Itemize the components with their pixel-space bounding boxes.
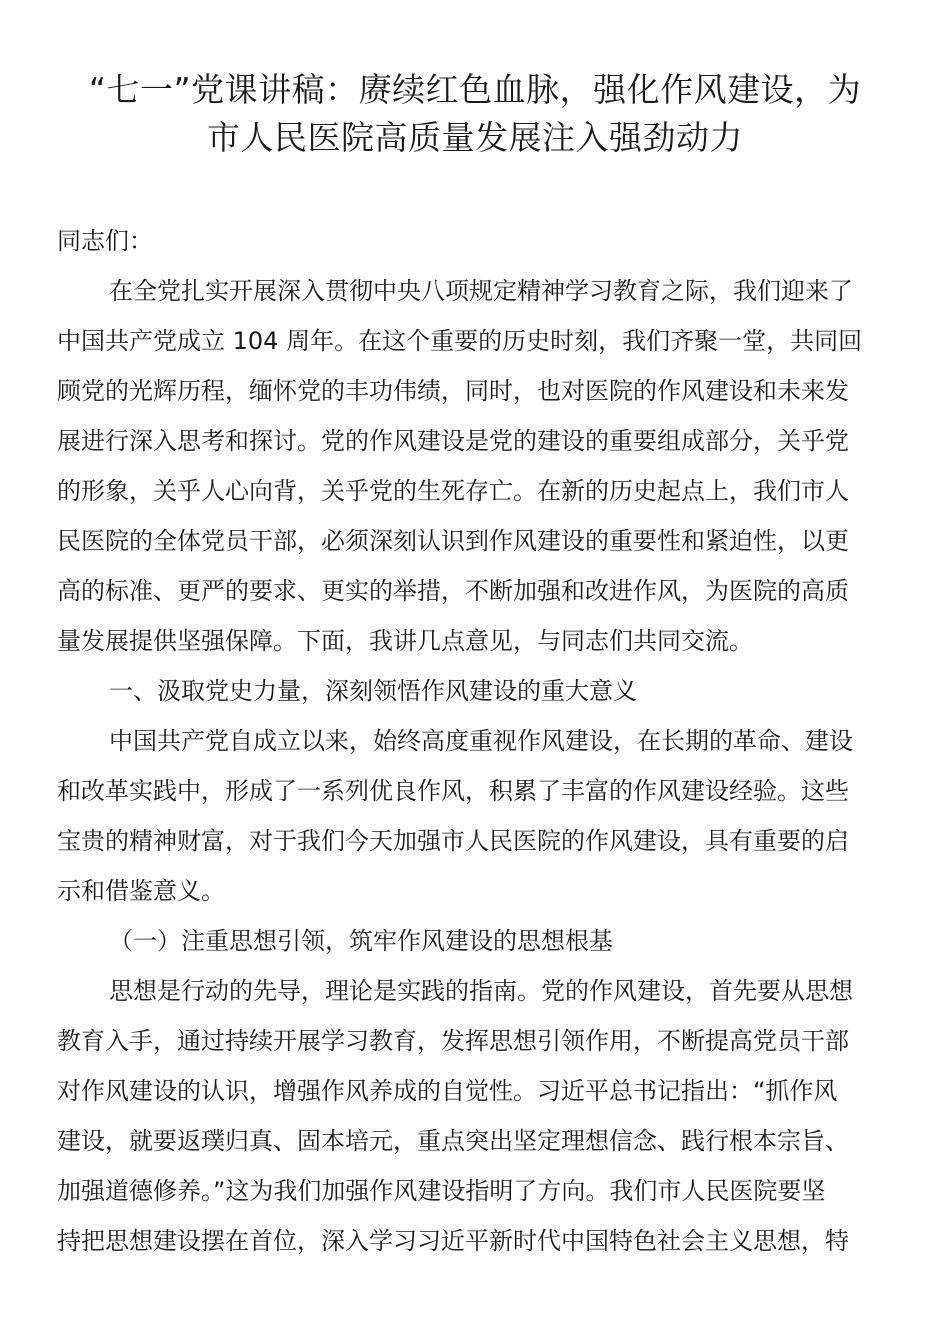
text-line: 展进行深入思考和探讨。党的作风建设是党的建设的重要组成部分，关乎党	[57, 427, 849, 455]
salutation: 同志们：	[57, 227, 153, 255]
text-line: 中国共产党成立 104 周年。在这个重要的历史时刻，我们齐聚一堂，共同回	[57, 327, 863, 355]
text-line: 加强道德修养。”这为我们加强作风建设指明了方向。我们市人民医院要坚	[57, 1177, 826, 1205]
text-line: 思想是行动的先导，理论是实践的指南。党的作风建设，首先要从思想	[109, 977, 853, 1005]
text-line: 和改革实践中，形成了一系列优良作风，积累了丰富的作风建设经验。这些	[57, 777, 849, 805]
title-line-1: “七一”党课讲稿：赓续红色血脉，强化作风建设，为	[88, 70, 862, 109]
text-line: 中国共产党自成立以来，始终高度重视作风建设，在长期的革命、建设	[109, 727, 853, 755]
text-line: 顾党的光辉历程，缅怀党的丰功伟绩，同时，也对医院的作风建设和未来发	[57, 377, 849, 405]
text-line: 量发展提供坚强保障。下面，我讲几点意见，与同志们共同交流。	[57, 627, 753, 655]
text-line: 持把思想建设摆在首位，深入学习习近平新时代中国特色社会主义思想，特	[57, 1227, 849, 1255]
text-line: 的形象，关乎人心向背，关乎党的生死存亡。在新的历史起点上，我们市人	[57, 477, 849, 505]
section-heading: 一、汲取党史力量，深刻领悟作风建设的重大意义	[109, 677, 637, 705]
text-line: 宝贵的精神财富，对于我们今天加强市人民医院的作风建设，具有重要的启	[57, 827, 849, 855]
text-line: 示和借鉴意义。	[57, 877, 225, 905]
text-line: 教育入手，通过持续开展学习教育，发挥思想引领作用，不断提高党员干部	[57, 1027, 849, 1055]
text-line: 高的标准、更严的要求、更实的举措，不断加强和改进作风，为医院的高质	[57, 577, 849, 605]
subsection-heading: （一）注重思想引领，筑牢作风建设的思想根基	[109, 927, 613, 955]
document-body	[57, 216, 887, 1266]
text-line: 民医院的全体党员干部，必须深刻认识到作风建设的重要性和紧迫性，以更	[57, 527, 849, 555]
title-line-2: 市人民医院高质量发展注入强劲动力	[207, 118, 743, 157]
document-title	[50, 66, 900, 162]
text-line: 对作风建设的认识，增强作风养成的自觉性。习近平总书记指出：“抓作风	[57, 1077, 838, 1105]
text-line: 建设，就要返璞归真、固本培元，重点突出坚定理想信念、践行根本宗旨、	[57, 1127, 849, 1155]
text-line: 在全党扎实开展深入贯彻中央八项规定精神学习教育之际，我们迎来了	[109, 277, 853, 305]
